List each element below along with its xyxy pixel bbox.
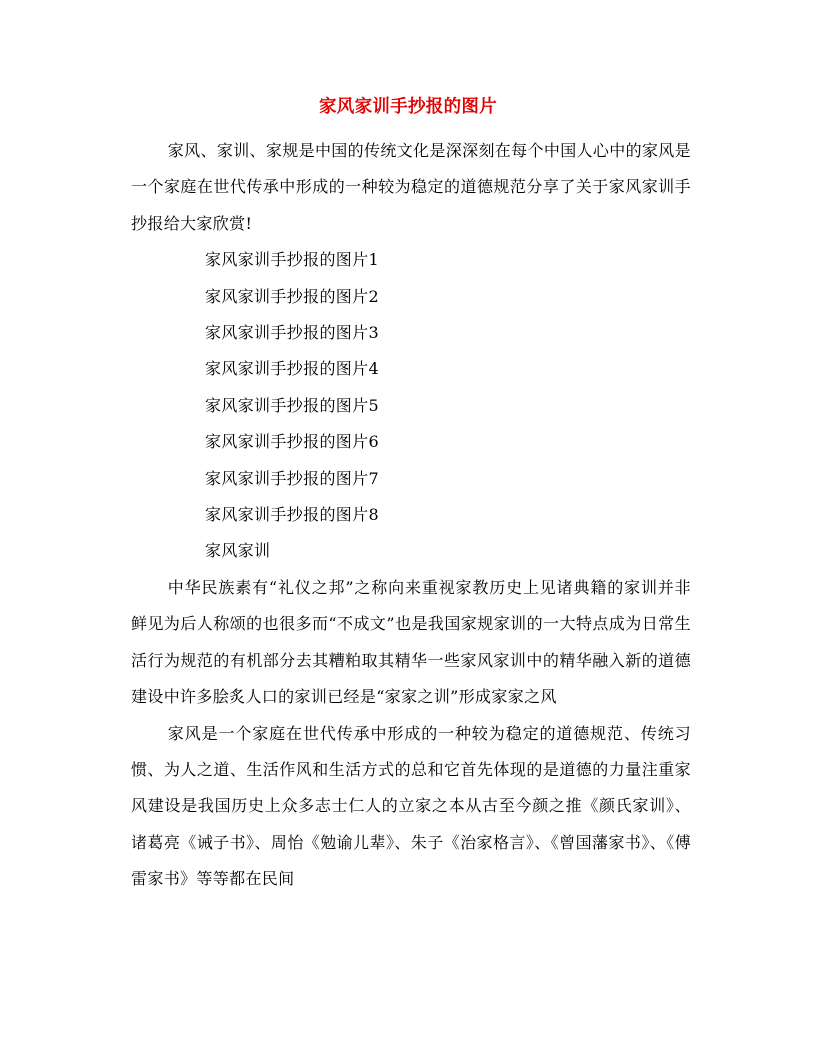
body-paragraph-2: 家风是一个家庭在世代传承中形成的一种较为稳定的道德规范、传统习惯、为人之道、生活作风和生活方式的总和它首先体现的是道德的力量注重家风建设是我国历史上众多志士仁人的立家之本从古至今颜之推《颜氏家训》、诸葛亮《诫子书》、周怡《勉谕儿辈》、朱子《治家格言》、《曾国藩家书》、《傅雷家书》等等都在民间 <box>131 723 691 889</box>
document-body <box>131 133 691 898</box>
image-list-item: 家风家训手抄报的图片8 <box>205 505 380 525</box>
image-list-item: 家风家训手抄报的图片7 <box>205 468 380 488</box>
image-list-item: 家风家训手抄报的图片4 <box>205 359 380 379</box>
document-title: 家风家训手抄报的图片 <box>319 97 497 117</box>
intro-paragraph: 家风、家训、家规是中国的传统文化是深深刻在每个中国人心中的家风是一个家庭在世代传承中形成的一种较为稳定的道德规范分享了关于家风家训手抄报给大家欣赏! <box>131 141 691 233</box>
image-list-item: 家风家训手抄报的图片6 <box>205 432 380 452</box>
body-paragraph-1: 中华民族素有“礼仪之邦”之称向来重视家教历史上见诸典籍的家训并非鲜见为后人称颂的也很多而“不成文”也是我国家规家训的一大特点成为日常生活行为规范的有机部分去其糟粕取其精华一些家风家训中的精华融入新的道德建设中许多脍炙人口的家训已经是“家家之训”形成家家之风 <box>131 577 691 707</box>
image-list-item: 家风家训手抄报的图片2 <box>205 286 380 306</box>
image-list-item: 家风家训手抄报的图片5 <box>205 395 380 415</box>
image-list-item: 家风家训手抄报的图片3 <box>205 323 380 343</box>
image-list-item: 家风家训手抄报的图片1 <box>205 250 380 270</box>
section-heading: 家风家训 <box>205 541 271 561</box>
